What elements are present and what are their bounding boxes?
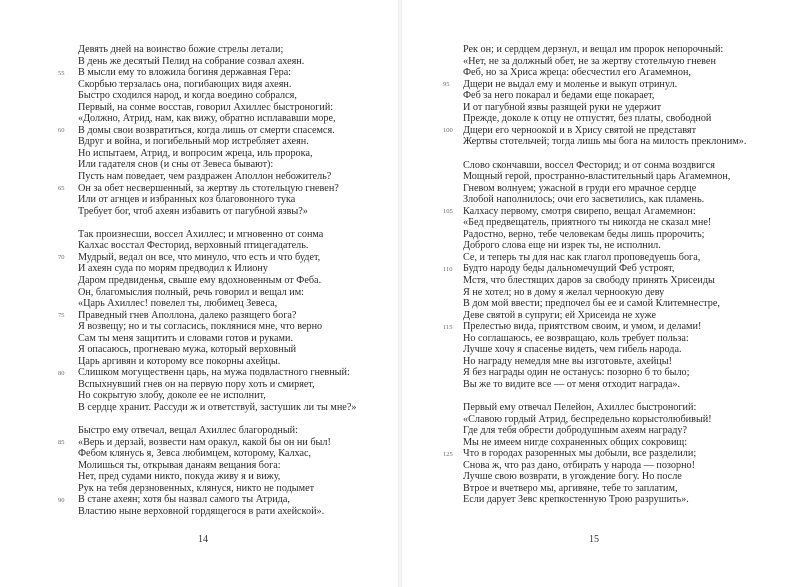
verse-text: Вспыхнувший гнев он на первую пору хоть и смиряет, [78,378,315,390]
verse-line [463,275,773,287]
verse-text: В дом мой ввести; предпочел бы ее и самой Клитемнестре, [463,298,720,310]
verse-stanza [443,159,773,391]
verse-text: Феб за него покарал и бедами еще покарает, [463,90,655,102]
verse-line [463,287,773,299]
verse-line [463,240,773,252]
verse-text: Калхас восстал Фесторид, верховный птицегадатель. [78,240,309,252]
verse-text: Он за обет несвершенный, за жертву ль стотельцую гневен? [78,182,339,194]
verse-line [58,309,378,322]
verse-text: Если дарует Зевс крепкостенную Трою разрушить». [463,494,689,506]
line-number: 70 [58,254,65,262]
verse-text: Деве святой в супруги; ей Хрисеида не хуже [463,309,656,321]
verse-text: Прелестью вида, приятством своим, и умом, и делами! [463,321,702,333]
line-number: 90 [58,496,65,504]
verse-text: Праведный гнев Аполлона, далеко разящего бога? [78,309,297,321]
verse-text: Вы же то видите все — от меня отходит награда». [463,378,681,390]
verse-text: «Нет, не за должный обет, не за жертву стотельчую гневен [463,55,716,67]
line-number: 125 [443,450,453,458]
verse-text: Так произнесши, воссел Ахиллес; и мгновенно от сонма [78,228,324,240]
verse-line [58,251,378,264]
verse-text: Но испытаем, Атрид, и вопросим жреца, иль пророка, [78,147,313,159]
verse-text: В домы свои возвратиться, когда лишь от смерти спасемся. [78,124,335,136]
verse-text: Мудрый, ведал он все, что минуло, что есть и что будет, [78,251,321,263]
verse-text: Будто народу беды дальномечущий Феб устроят, [463,263,675,275]
verse-text: Требует бог, чтоб ахеян избавить от пагубной язвы?» [78,205,308,217]
verse-text: Но соглашаюсь, ее возвращаю, коль требует польза: [463,332,689,344]
verse-line [463,229,773,241]
verse-text: Дщери не выдал ему и моленье и выкуп отринул. [463,78,678,90]
verse-line [463,90,773,102]
verse-text: Втрое и вчетверо мы, аргивяне, тебе то заплатим, [463,482,678,494]
verse-line [78,240,378,252]
verse-line [463,437,773,449]
verse-text: И ахеян суда по морям предводил к Илиону [78,263,268,275]
verse-line [58,494,378,506]
verse-line [78,44,378,56]
line-number: 75 [58,312,65,320]
verse-text: И от пагубной язвы разящей руки не удержит [463,101,662,113]
verse-line [78,356,378,368]
verse-text: Или от агнцев и избранных коз благовонного тука [78,194,296,206]
verse-line [78,171,378,183]
verse-line [78,113,378,125]
verse-text: Злобой наполнилось; очи его засветились, как пламень. [463,194,705,206]
verse-line [78,448,378,460]
verse-line [78,402,378,414]
line-number: 85 [58,439,65,447]
verse-text: Лучше хочу я спасенье видеть, чем гибель народа. [463,344,682,356]
verse-stanza [443,402,773,506]
verse-line [443,263,773,275]
right-page-number: 15 [589,534,599,545]
verse-text: Даром предвиденья, свыше ему вдохновенным от Феба. [78,274,322,286]
verse-text: Властию ныне верховной гордящегося в рати ахейской». [78,505,325,517]
verse-text: Лучше свою возврати, в угождение богу. Но после [463,471,682,483]
verse-stanza [58,425,378,517]
verse-text: В день же десятый Пелид на собрание созвал ахеян. [78,55,305,67]
verse-text: Слово скончавши, воссел Фесторид; и от сонма воздвигся [463,159,715,171]
verse-line [463,217,773,229]
verse-line [463,252,773,264]
verse-line [463,44,773,56]
verse-line [58,436,378,449]
line-number: 95 [443,81,450,89]
verse-text: «Славою гордый Атрид, беспредельно корыстолюбивый! [463,413,712,425]
verse-text: Фебом клянусь я, Зевса любимцем, которому, Калхас, [78,448,312,460]
verse-line [463,379,773,391]
verse-line [78,102,378,114]
line-number: 100 [443,127,453,135]
verse-text: «Бед предвещатель, приятного ты никогда не сказал мне! [463,217,712,229]
verse-text: Жертвы стотельчей; тогда лишь мы бога на милость преклоним». [463,136,747,148]
verse-text: Прежде, доколе к отцу не отпустят, без платы, свободной [463,113,712,125]
verse-stanza [58,228,378,414]
verse-line [443,321,773,333]
verse-line [78,206,378,218]
verse-line [463,310,773,322]
verse-text: Первый, на сонме восстав, говорил Ахиллес быстроногий: [78,101,334,113]
verse-line [78,287,378,299]
verse-text: Нет, пред судами никто, покуда живу я и вижу, [78,471,281,483]
verse-text: Или гадателя снов (и сны от Зевеса бывают): [78,159,274,171]
verse-text: Снова ж, что раз дано, отбирать у народа — позорно! [463,459,696,471]
left-page [58,44,378,529]
verse-text: Я без награды один не останусь: позорно б то было; [463,367,690,379]
verse-line [78,263,378,275]
verse-text: В сердце хранит. Рассуди ж и ответствуй, застушик ли ты мне?» [78,402,357,413]
verse-text: Он, благомыслия полный, речь говорил и вещал им: [78,286,304,298]
verse-line [58,124,378,137]
verse-text: Что в городах разоренных мы добыли, все разделили; [463,448,697,460]
verse-text: Вдруг и война, и погибельный мор истребляет ахеян. [78,136,309,148]
verse-line [443,448,773,460]
verse-text: «Должно, Атрид, нам, как вижу, обратно исплававши море, [78,113,336,125]
verse-text: Я опасаюсь, прогневаю мужа, который верховный [78,344,297,356]
verse-text: Дщери его черноокой и в Хрису святой не представят [463,124,697,136]
verse-line [58,182,378,195]
verse-line [463,67,773,79]
verse-line [463,494,773,506]
verse-text: Но сокрытую злобу, доколе ее не исполнит, [78,390,266,402]
line-number: 110 [443,265,453,273]
verse-stanza [443,44,773,148]
verse-line [78,56,378,68]
verse-line [463,102,773,114]
verse-text: Рук на тебя дерзновенных, клянуся, никто не подымет [78,482,315,494]
verse-line [463,414,773,426]
verse-text: Царь аргивян и которому все покорны ахейцы. [78,355,281,367]
verse-text: Мы не имеем нигде сохраненных общих сокровищ: [463,436,688,448]
verse-text: Радостно, верно, тебе человекам беды лишь пророчить; [463,228,705,240]
line-number: 80 [58,369,65,377]
verse-line [463,356,773,368]
verse-text: Девять дней на воинство божие стрелы летали; [78,44,284,55]
verse-line [463,460,773,472]
verse-text: Калхасу первому, смотря свирепо, вещал Агамемнон: [463,205,696,217]
verse-line [463,483,773,495]
verse-text: Я возвещу; но и ты согласись, поклянися мне, что верно [78,321,323,333]
line-number: 55 [58,69,65,77]
verse-text: Се, и теперь ты для нас как глагол проповедуешь бога, [463,251,701,263]
verse-line [78,483,378,495]
verse-text: Я не хотел; но в дому я желал черноокую деву [463,286,665,298]
verse-text: Феб, но за Хриса жреца: обесчестил его Агамемнон, [463,67,691,79]
verse-text: Сам ты меня защитить и словами готов и руками. [78,332,294,344]
verse-text: Скорбью терзалась она, погибающих видя ахеян. [78,78,292,90]
verse-line [78,159,378,171]
verse-line [78,333,378,345]
line-number: 105 [443,208,453,216]
verse-text: Где для тебя обрести добродушным ахеям награду? [463,425,688,437]
verse-line [78,90,378,102]
verse-line [463,194,773,206]
verse-line [463,344,773,356]
verse-text: Рек он; и сердцем дерзнул, и вещал им пророк непорочный: [463,44,724,55]
verse-line [58,367,378,379]
verse-line [463,136,773,148]
verse-line [78,390,378,402]
verse-line [463,425,773,437]
verse-line [78,298,378,310]
right-page [443,44,773,518]
verse-text: «Царь Ахиллес! повелел ты, любимец Зевеса, [78,298,278,310]
verse-text: Слишком могущественн царь, на мужа подвластного гневный: [78,367,350,379]
verse-line [78,460,378,472]
line-number: 65 [58,185,65,193]
verse-line [443,124,773,137]
left-page-number: 14 [198,534,208,545]
verse-line [463,298,773,310]
verse-line [78,471,378,483]
verse-text: Гневом волнуем; ужасной в груди его мрачное сердце [463,182,697,194]
verse-line [78,194,378,206]
verse-text: Но награду немедля мне вы изготовьте, ахейцы! [463,355,672,367]
verse-text: В стане ахеян; хотя бы назвал самого ты Атрида, [78,494,290,506]
verse-line [78,379,378,391]
verse-text: Пусть нам поведает, чем раздражен Аполлон небожитель? [78,171,332,183]
verse-line [78,425,378,437]
verse-line [78,79,378,91]
verse-text: Первый ему отвечал Пелейон, Ахиллес быстроногий: [463,402,697,414]
verse-line [78,136,378,148]
verse-text: Быстро сходился народ, и когда воедино собрался, [78,90,297,102]
verse-line [463,113,773,125]
verse-line [463,160,773,172]
verse-text: Быстро ему отвечал, вещал Ахиллес благородный: [78,425,298,437]
verse-line [78,321,378,333]
verse-line [58,67,378,79]
page-gutter [398,0,402,587]
verse-line [443,78,773,91]
verse-line [443,205,773,218]
verse-line [78,148,378,160]
verse-line [463,333,773,345]
verse-line [78,275,378,287]
verse-line [463,471,773,483]
verse-text: Мстя, что блестящих даров за свободу принять Хрисеиды [463,274,715,286]
verse-text: Мощный герой, пространно-властительный царь Агамемнон, [463,171,731,183]
verse-line [463,367,773,379]
verse-line [78,506,378,518]
verse-text: Молишься ты, открывая данаям вещания бога: [78,459,281,471]
line-number: 60 [58,127,65,135]
verse-line [463,56,773,68]
verse-line [463,171,773,183]
verse-text: «Верь и дерзай, возвести нам оракул, какой бы он ни был! [78,436,331,448]
verse-text: Доброго слова еще ни изрек ты, не исполнил. [463,240,661,252]
verse-stanza [58,44,378,217]
verse-line [78,344,378,356]
verse-text: В мысли ему то вложила богиня державная Гера: [78,67,292,79]
verse-line [463,402,773,414]
line-number: 115 [443,323,453,331]
verse-line [78,229,378,241]
verse-line [463,183,773,195]
